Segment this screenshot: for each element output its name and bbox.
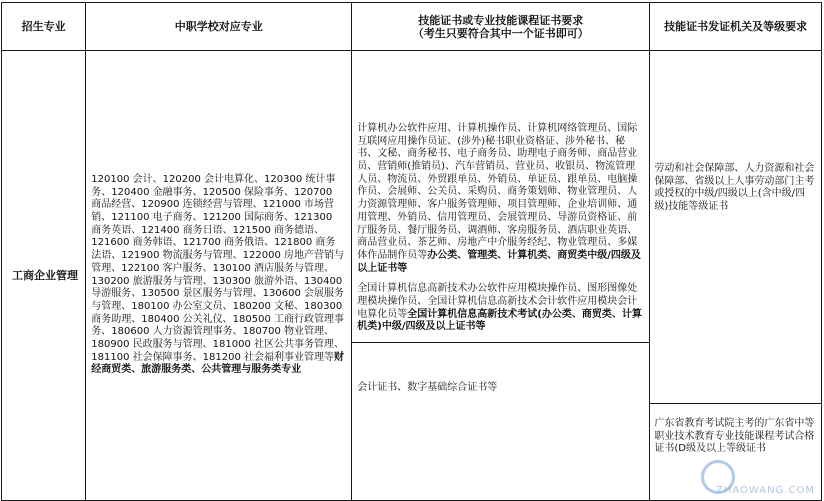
enroll-major-cell: 工商企业管理 xyxy=(2,51,86,501)
cert-vocational-level: 办公类、管理类、计算机类、商贸类中级/四级及以上证书等 xyxy=(357,249,641,274)
cert-block-computer xyxy=(352,277,649,336)
cert-computer-list: 全国计算机信息高新技术办公软件应用模块操作员、图形图像处理模块操作员、全国计算机信息高新技术会计软件应用模块会计电算化员等 xyxy=(357,283,638,320)
issuer-labor-dept: 劳动和社会保障部、人力资源和社会保障部、省级以上人事劳动部门主考或授权的中级/四级以上(含中级/四级)技能等级证书 xyxy=(654,163,815,213)
issuer-guangdong-text: 广东省教育考试院主考的广东省中等职业技术教育专业技能课程考试合格证书(D级及以上等级证书 xyxy=(654,418,815,455)
issuer-cell xyxy=(650,51,822,501)
header-secondary-major: 中职学校对应专业 xyxy=(86,3,352,51)
header-enroll-major: 招生专业 xyxy=(2,3,86,51)
cert-vocational-list: 计算机办公软件应用、计算机操作员、计算机网络管理员、国际互联网应用操作员证、(涉外)秘书职业资格证、涉外秘书、秘书、文秘、商务秘书、电子商务员、助理电子商务师、商品营业员、营销师(推销员)、汽车营销员、营业员、收银员、物流管理人员、物流员、外贸跟单员、外销员、单证员、跟单员、电脑操作员、会展师、公关员、采购员、商务策划师、物业管理员、人力资源管理师、客户服务管理师、项目管理师、企业培训师、通用管理、外销员、信用管理员、会展管理员、导游员资格证、前厅服务员、餐厅服务员、调酒师、客房服务员、酒店职业英语、商品营业员、茶艺师、房地产中介服务经纪、物业管理员、多媒体作品制作员等 xyxy=(357,122,638,261)
cert-accounting-text: 会计证书、数字基础综合证书等 xyxy=(357,381,498,393)
data-row xyxy=(2,51,822,501)
cert-block-accounting xyxy=(352,344,649,430)
requirements-table xyxy=(1,2,822,501)
header-cert-requirement xyxy=(352,3,650,51)
secondary-majors-cell xyxy=(86,51,352,501)
secondary-majors-list: 120100 会计、120200 会计电算化、120300 统计事务、120400 金融事务、120500 保险事务、120700 商品经营、120900 连锁经营与管理、121000 市场营销、121100 电子商务、121200 国际商务、121300 商务英语、121400 商务日语、121500 商务德语、121600 商务韩语、121700 商务俄语、121800 商务法语、121900 物流服务与管理、122000 房地产营销与管理、122100 客户服务、130100 酒店服务与管理、130200 旅游服务与管理、130300 旅游外语、130400 导游服务、130500 景区服务与管理、130600 会展服务与管理、180100 办公室文员、180200 文秘、180300 商务助理、180400 公关礼仪、180500 工商行政管理事务、180600 人力资源管理事务、180700 物业管理、180900 民政服务与管理、181000 社区公共事务管理、181100 社会保障事务、181200 社会福利事业管理等 xyxy=(91,173,345,363)
cert-block-vocational xyxy=(352,121,649,277)
header-row xyxy=(2,3,822,51)
header-cert-note: （考生只要符合其中一个证书即可） xyxy=(412,26,589,40)
cert-cell xyxy=(352,51,650,501)
watermark-text: ZHAOWANG.COM xyxy=(716,485,815,497)
secondary-majors-categories: 财经商贸类、旅游服务类、公共管理与服务类专业 xyxy=(91,351,345,376)
cert-computer-level: 全国计算机信息高新技术考试(办公类、商贸类、计算机类)中级/四级及以上证书等 xyxy=(357,308,642,333)
issuer-guangdong-exam xyxy=(650,403,821,500)
header-issuer: 技能证书发证机关及等级要求 xyxy=(650,3,822,51)
header-cert-title: 技能证书或专业技能课程证书要求 xyxy=(418,13,584,27)
